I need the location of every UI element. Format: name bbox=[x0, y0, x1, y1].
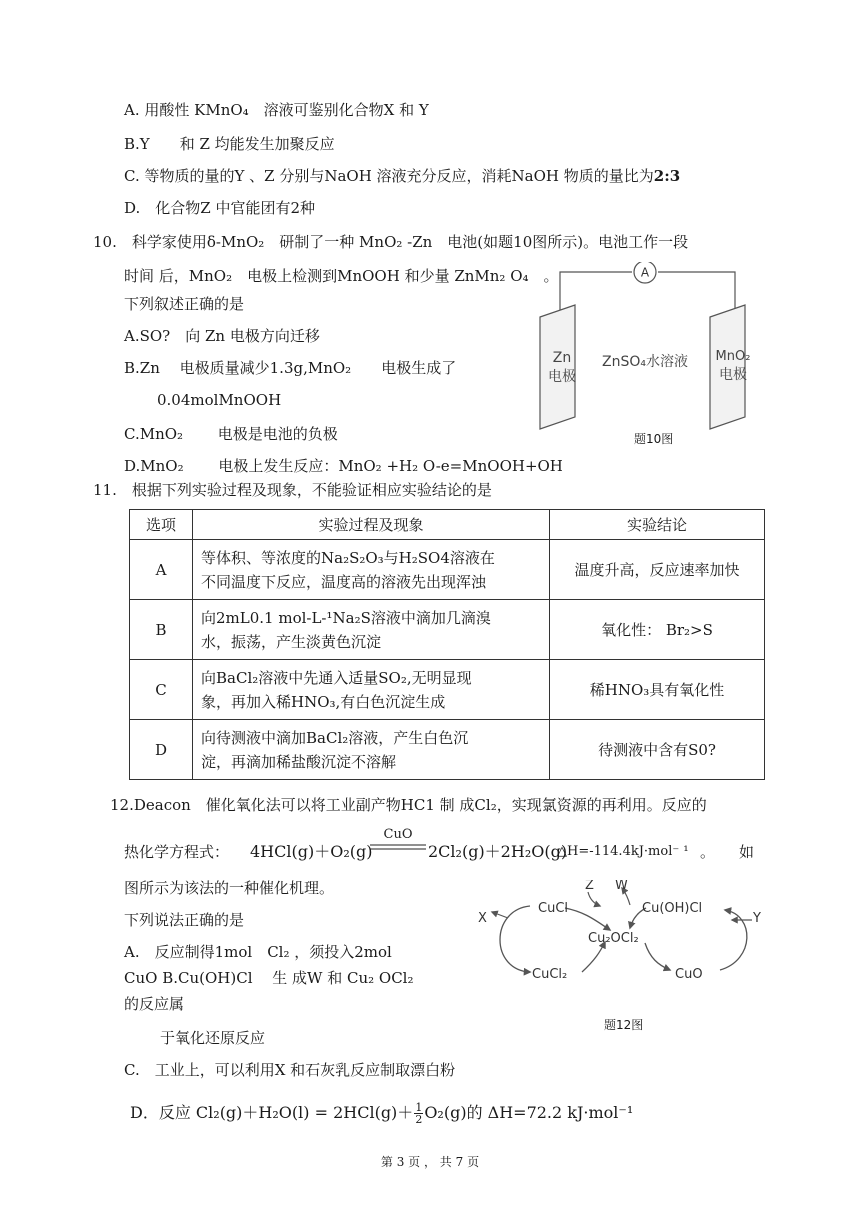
q12-option-d bbox=[130, 1102, 633, 1125]
label-cucl2: CuCl₂ bbox=[532, 967, 568, 982]
right-wire bbox=[658, 272, 735, 317]
q12-stem: 12.Deacon 催化氧化法可以将工业副产物HC1 制 成Cl₂，实现氯资源的再利用。反应的 bbox=[110, 796, 707, 814]
table-row bbox=[130, 660, 765, 720]
q9-option-d: D. 化合物Z 中官能团有2种 bbox=[124, 199, 315, 217]
label-z: Z bbox=[585, 880, 594, 893]
q9-option-a: A. 用酸性 KMnO₄ 溶液可鉴别化合物X 和 Y bbox=[124, 101, 429, 119]
procedure-line: 等体积、等浓度的Na₂S₂O₃与H₂SO4溶液在 bbox=[201, 548, 495, 567]
q12-option-c: C. 工业上，可以利用X 和石灰乳反应制取漂白粉 bbox=[124, 1061, 456, 1079]
q10-option-b-line2: 0.04molMnOOH bbox=[157, 391, 282, 409]
arrow-cucl2 bbox=[582, 942, 605, 972]
header-conclusion: 实验结论 bbox=[550, 510, 765, 540]
procedure-line: 水，振荡，产生淡黄色沉淀 bbox=[201, 632, 382, 651]
label-cucl: CuCl bbox=[538, 901, 569, 916]
q12-equation-end: 。 bbox=[700, 843, 716, 861]
fraction-numerator: 1 bbox=[415, 1101, 423, 1114]
arrow-z bbox=[588, 892, 600, 906]
row-conclusion: 氧化性： Br₂>S bbox=[550, 600, 765, 660]
catalysis-mechanism-figure bbox=[470, 880, 770, 1030]
row-procedure bbox=[193, 600, 550, 660]
q9-option-c-text: C. 等物质的量的Y 、Z 分别与NaOH 溶液充分反应，消耗NaOH 物质的量比为 bbox=[124, 167, 654, 185]
row-conclusion: 稀HNO₃具有氧化性 bbox=[550, 660, 765, 720]
label-cu2ocl2: Cu₂OCl₂ bbox=[588, 931, 639, 946]
table-row bbox=[130, 720, 765, 780]
q12-equation-left: 4HCl(g)＋O₂(g) bbox=[250, 842, 373, 861]
q9-option-b: B.Y 和 Z 均能发生加聚反应 bbox=[124, 135, 335, 153]
row-conclusion: 待测液中含有S0? bbox=[550, 720, 765, 780]
procedure-line: 向BaCl₂溶液中先通入适量SO₂,无明显现 bbox=[201, 668, 472, 687]
q10-option-b-line1: B.Zn 电极质量减少1.3g,MnO₂ 电极生成了 bbox=[124, 359, 457, 377]
q12-stem-line2: 图所示为该法的一种催化机理。 bbox=[124, 879, 335, 897]
q10-stem-line2: 时间 后，MnO₂ 电极上检测到MnOOH 和少量 ZnMn₂ O₄ 。 bbox=[124, 267, 559, 285]
q12-option-a-line1: A. 反应制得1mol Cl₂ ，须投入2mol bbox=[124, 943, 392, 961]
table-row bbox=[130, 540, 765, 600]
q9-option-c-ratio: 2:3 bbox=[653, 167, 681, 185]
label-cuo: CuO bbox=[675, 967, 703, 982]
row-procedure bbox=[193, 660, 550, 720]
fig12-caption: 题12图 bbox=[604, 1018, 644, 1032]
row-procedure bbox=[193, 720, 550, 780]
row-option: B bbox=[130, 600, 193, 660]
catalyst-arrow bbox=[368, 826, 428, 860]
procedure-line: 向待测液中滴加BaCl₂溶液，产生白色沉 bbox=[201, 728, 469, 747]
mno2-electrode-label-1: MnO₂ bbox=[715, 349, 751, 364]
arrow-cuo bbox=[645, 943, 670, 970]
q12-ask: 下列说法正确的是 bbox=[124, 911, 245, 929]
procedure-line: 淀，再滴加稀盐酸沉淀不溶解 bbox=[201, 752, 397, 771]
q12-equation-prefix: 热化学方程式： bbox=[124, 843, 230, 861]
header-procedure: 实验过程及现象 bbox=[193, 510, 550, 540]
q12-equation-right: 2Cl₂(g)＋2H₂O(g) bbox=[428, 842, 568, 861]
row-procedure bbox=[193, 540, 550, 600]
q12-option-b-continuation: 于氧化还原反应 bbox=[160, 1029, 266, 1047]
procedure-line: 向2mL0.1 mol-L-¹Na₂S溶液中滴加几滴溴 bbox=[201, 608, 491, 627]
q10-option-a: A.SO? 向 Zn 电极方向迁移 bbox=[124, 327, 320, 345]
procedure-line: 象，再加入稀HNO₃,有白色沉淀生成 bbox=[201, 692, 446, 711]
mno2-electrode-label-2: 电极 bbox=[719, 367, 747, 383]
cycle-arrow-left bbox=[500, 906, 530, 972]
q12-delta-h: △H=-114.4kJ·mol⁻ ¹ bbox=[557, 844, 689, 859]
label-x: X bbox=[478, 911, 487, 926]
q12-equation-continuation: 如 bbox=[739, 843, 755, 861]
row-option: A bbox=[130, 540, 193, 600]
battery-figure bbox=[530, 262, 760, 447]
row-option: D bbox=[130, 720, 193, 780]
q12-option-a-line3: 的反应属 bbox=[124, 995, 185, 1013]
q10-ask: 下列叙述正确的是 bbox=[124, 295, 245, 313]
half-fraction bbox=[414, 1102, 423, 1125]
arrow-cucl bbox=[565, 908, 610, 930]
cycle-arrow-right bbox=[720, 910, 747, 970]
label-cuohcl: Cu(OH)Cl bbox=[642, 901, 703, 916]
fig10-caption: 题10图 bbox=[634, 432, 674, 446]
row-option: C bbox=[130, 660, 193, 720]
q12-option-d-prefix: D．反应 Cl₂(g)＋H₂O(l) = 2HCl(g)＋ bbox=[130, 1103, 414, 1122]
q11-stem: 11. 根据下列实验过程及现象，不能验证相应实验结论的是 bbox=[93, 481, 492, 499]
fraction-denominator: 2 bbox=[415, 1113, 423, 1126]
label-w: W bbox=[615, 880, 628, 893]
procedure-line: 不同温度下反应，温度高的溶液先出现浑浊 bbox=[201, 572, 487, 591]
q11-table bbox=[129, 509, 765, 780]
q12-option-d-suffix: O₂(g)的 ΔH=72.2 kJ·mol⁻¹ bbox=[424, 1103, 634, 1122]
zn-electrode-plate bbox=[540, 305, 575, 429]
q9-option-c bbox=[124, 166, 680, 186]
zn-electrode-label-2: 电极 bbox=[548, 369, 576, 385]
q10-option-c: C.MnO₂ 电极是电池的负极 bbox=[124, 425, 338, 443]
q10-option-d: D.MnO₂ 电极上发生反应：MnO₂ +H₂ O-e=MnOOH+OH bbox=[124, 457, 563, 475]
header-option: 选项 bbox=[130, 510, 193, 540]
row-conclusion: 温度升高，反应速率加快 bbox=[550, 540, 765, 600]
q12-option-a-line2: CuO B.Cu(OH)Cl 生 成W 和 Cu₂ OCl₂ bbox=[124, 969, 414, 987]
ammeter-label: A bbox=[640, 265, 650, 280]
page-footer: 第 3 页 ， 共 7 页 bbox=[380, 1155, 480, 1169]
table-row bbox=[130, 600, 765, 660]
zn-electrode-label-1: Zn bbox=[552, 350, 572, 366]
catalyst-label: CuO bbox=[383, 827, 413, 842]
arrow-x bbox=[492, 912, 508, 918]
solution-label: ZnSO₄水溶液 bbox=[602, 354, 688, 370]
q10-stem-line1: 10. 科学家使用δ-MnO₂ 研制了一种 MnO₂ -Zn 电池(如题10图所示)。电池工作一段 bbox=[93, 233, 689, 251]
label-y: Y bbox=[753, 911, 761, 926]
table-header-row bbox=[130, 510, 765, 540]
